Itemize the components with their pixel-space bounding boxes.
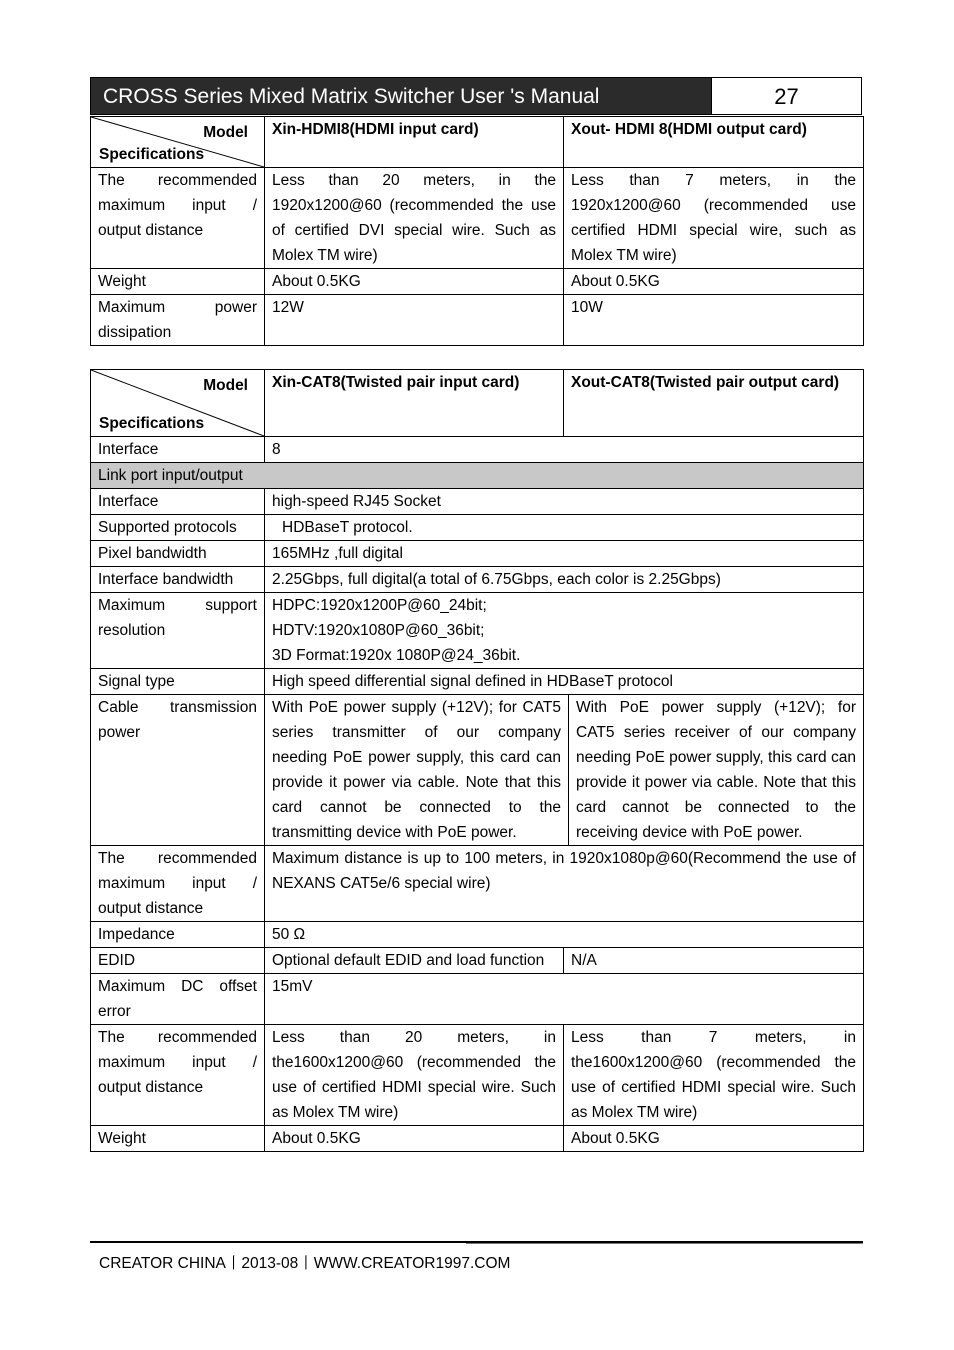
corner-model-label: Model (203, 377, 248, 394)
row-label: Weight (91, 269, 265, 295)
table-cell: With PoE power supply (+12V); for CAT5 series receiver of our company needing PoE power supply, this card can provide it power via cable. Note that this card cannot be connected to the receiving device with PoE power. (569, 695, 864, 846)
row-label: Maximum DC offset error (91, 974, 265, 1025)
row-label: Pixel bandwidth (91, 541, 265, 567)
table-row (91, 846, 864, 922)
table-row (91, 541, 864, 567)
row-label: Cable transmission power (91, 695, 265, 846)
row-label: The recommended maximum input / output distance (91, 1025, 265, 1126)
column-header: Xout-CAT8(Twisted pair output card) (564, 370, 864, 437)
row-label: Interface (91, 437, 265, 463)
table-row (91, 593, 864, 669)
table-cell: About 0.5KG (265, 269, 564, 295)
row-label: Interface (91, 489, 265, 515)
footer-text: CREATOR CHINA丨2013-08丨WWW.CREATOR1997.COM (99, 1255, 511, 1272)
table-cell: 8 (265, 437, 864, 463)
page-header (90, 77, 862, 115)
table-cell: With PoE power supply (+12V); for CAT5 series transmitter of our company needing PoE power supply, this card can provide it power via cable. Note that this card cannot be connected to the transmitting device with PoE power. (265, 695, 569, 846)
table-row (91, 669, 864, 695)
table-cell: High speed differential signal defined in HDBaseT protocol (265, 669, 864, 695)
corner-spec-label: Specifications (99, 146, 205, 163)
table-cell: 2.25Gbps, full digital(a total of 6.75Gbps, each color is 2.25Gbps) (265, 567, 864, 593)
hdmi-spec-table (90, 116, 864, 346)
row-label: Interface bandwidth (91, 567, 265, 593)
table-cell: 165MHz ,full digital (265, 541, 864, 567)
table-cell: About 0.5KG (564, 1126, 864, 1152)
section-row (91, 463, 864, 489)
table-row (91, 295, 864, 346)
row-label: EDID (91, 948, 265, 974)
resolution-line: HDTV:1920x1080P@60_36bit; (272, 622, 485, 639)
table-cell: N/A (564, 948, 864, 974)
row-label: The recommended maximum input / output distance (91, 168, 265, 269)
table-cell (265, 593, 864, 669)
table-corner-cell (91, 117, 265, 168)
table-corner-cell (91, 370, 265, 437)
table-cell: Less than 7 meters, in the 1920x1200@60 (recommended use certified HDMI special wire, such as Molex TM wire) (564, 168, 864, 269)
resolution-line: 3D Format:1920x 1080P@24_36bit. (272, 647, 521, 664)
table-cell: high-speed RJ45 Socket (265, 489, 864, 515)
table-row (91, 515, 864, 541)
footer-divider-accent (466, 1243, 863, 1244)
row-label: Impedance (91, 922, 265, 948)
table-cell: 10W (564, 295, 864, 346)
corner-model-label: Model (203, 124, 248, 141)
table-cell: About 0.5KG (564, 269, 864, 295)
table-row (91, 948, 864, 974)
column-header: Xin-CAT8(Twisted pair input card) (265, 370, 564, 437)
table-cell: 50 Ω (265, 922, 864, 948)
table-row (91, 695, 864, 846)
resolution-line: HDPC:1920x1200P@60_24bit; (272, 597, 487, 614)
manual-title: CROSS Series Mixed Matrix Switcher User 's Manual (91, 78, 711, 114)
column-header: Xout- HDMI 8(HDMI output card) (564, 117, 864, 168)
row-label: The recommended maximum input / output distance (91, 846, 265, 922)
table-cell: Less than 20 meters, in the 1920x1200@60 (recommended the use of certified DVI special wire. Such as Molex TM wire) (265, 168, 564, 269)
row-label: Maximum support resolution (91, 593, 265, 669)
table-cell: HDBaseT protocol. (265, 515, 864, 541)
table-cell: 12W (265, 295, 564, 346)
table-row (91, 489, 864, 515)
table-row (91, 974, 864, 1025)
table-cell: Less than 7 meters, in the1600x1200@60 (recommended the use of certified HDMI special wire. Such as Molex TM wire) (564, 1025, 864, 1126)
table-row (91, 1025, 864, 1126)
row-label: Maximum power dissipation (91, 295, 265, 346)
column-header: Xin-HDMI8(HDMI input card) (265, 117, 564, 168)
table-cell: About 0.5KG (265, 1126, 564, 1152)
table-row (91, 567, 864, 593)
row-label: Signal type (91, 669, 265, 695)
table-row (91, 437, 864, 463)
table-cell: Optional default EDID and load function (265, 948, 564, 974)
table-row (91, 1126, 864, 1152)
table-cell: 15mV (265, 974, 864, 1025)
row-label: Weight (91, 1126, 265, 1152)
table-row (91, 269, 864, 295)
table-row (91, 168, 864, 269)
section-title: Link port input/output (91, 463, 864, 489)
page-number: 27 (711, 78, 861, 114)
row-label: Supported protocols (91, 515, 265, 541)
table-cell: Maximum distance is up to 100 meters, in 1920x1080p@60(Recommend the use of NEXANS CAT5e/6 special wire) (265, 846, 864, 922)
corner-spec-label: Specifications (99, 415, 205, 432)
table-row (91, 922, 864, 948)
cat-spec-table (90, 369, 864, 1152)
table-cell: Less than 20 meters, in the1600x1200@60 (recommended the use of certified HDMI special wire. Such as Molex TM wire) (265, 1025, 564, 1126)
